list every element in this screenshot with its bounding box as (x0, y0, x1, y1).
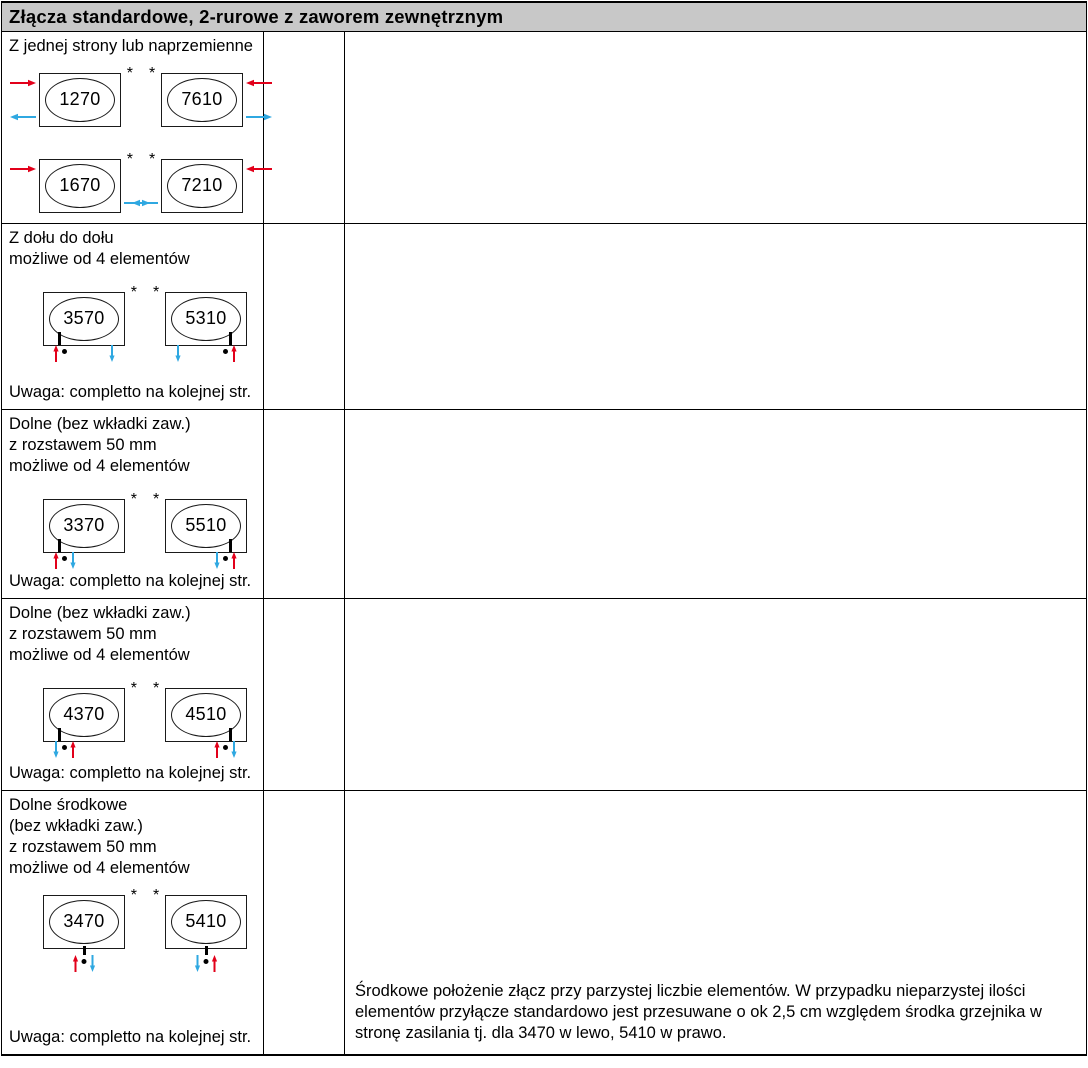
return-arrow-icon (132, 198, 158, 208)
note-text: Uwaga: completto na kolejnej str. (9, 383, 252, 401)
code-box (153, 490, 247, 553)
code-boxes (43, 886, 259, 949)
code-value: 4370 (49, 693, 119, 737)
row-description-cell (2, 791, 264, 1054)
junction-dot-icon (62, 556, 67, 561)
table-row (2, 224, 1086, 410)
pipe-stub (205, 946, 208, 955)
supply-up-arrow-icon (229, 345, 239, 362)
asterisk-marker: * (126, 150, 133, 168)
radiator-diagram (345, 793, 1085, 979)
return-arrow-icon (246, 112, 272, 122)
row-title-line: Dolne (bez wkładki zaw.) (9, 604, 191, 622)
row-title-line: możliwe od 4 elementów (9, 249, 190, 268)
connection-arrows (223, 345, 239, 362)
code-box (43, 886, 137, 949)
pipe-stub (229, 332, 232, 345)
radiator-diagram (345, 34, 1085, 220)
connections-table (1, 1, 1087, 1056)
junction-dot-icon (223, 556, 228, 561)
supply-arrow-icon (246, 78, 272, 88)
return-down-arrow-icon (68, 552, 78, 569)
table-row (2, 599, 1086, 791)
junction-dot-icon (223, 349, 228, 354)
asterisk-marker: * (153, 490, 160, 508)
asterisk-marker: * (153, 283, 160, 301)
row-title-line: (bez wkładki zaw.) (9, 816, 143, 835)
connection-arrows (173, 345, 183, 362)
code-value: 7610 (167, 78, 237, 122)
connection-arrows (107, 345, 117, 362)
row-title-line: możliwe od 4 elementów (9, 858, 190, 877)
supply-up-arrow-icon (68, 741, 78, 758)
row-title-line: z rozstawem 50 mm (9, 837, 157, 856)
code-value: 1270 (45, 78, 115, 122)
supply-up-arrow-icon (229, 552, 239, 569)
pipe-stub (83, 946, 86, 955)
code-value: 7210 (167, 164, 237, 208)
supply-up-arrow-icon (210, 955, 220, 972)
note-text: Uwaga: completto na kolejnej str. (9, 572, 252, 590)
row-title-line: możliwe od 4 elementów (9, 645, 190, 664)
asterisk-marker: * (130, 679, 137, 697)
asterisk-marker: * (126, 64, 133, 82)
junction-dot-icon (62, 349, 67, 354)
return-arrow-icon (10, 112, 36, 122)
supply-arrow-icon (10, 164, 36, 174)
radiator-diagram (345, 226, 1085, 412)
return-down-arrow-icon (107, 345, 117, 362)
asterisk-marker: * (153, 886, 160, 904)
code-boxes (39, 64, 259, 213)
asterisk-marker: * (153, 679, 160, 697)
junction-dot-icon (223, 745, 228, 750)
table-row (2, 410, 1086, 599)
code-value: 5310 (171, 297, 241, 341)
row-description-cell (2, 224, 264, 409)
supply-arrow-icon (246, 164, 272, 174)
code-box (153, 679, 247, 742)
asterisk-marker: * (149, 64, 156, 82)
code-box (149, 64, 243, 127)
return-down-arrow-icon (229, 741, 239, 758)
code-value: 3470 (49, 900, 119, 944)
code-box (39, 64, 133, 127)
return-down-arrow-icon (193, 955, 203, 972)
connection-arrows (212, 741, 239, 758)
radiator-diagram (345, 601, 1085, 787)
code-value: 5410 (171, 900, 241, 944)
code-box (39, 150, 133, 213)
row-title (9, 795, 259, 879)
connection-arrows (193, 955, 220, 972)
code-value: 3570 (49, 297, 119, 341)
diagram-cell (345, 791, 1086, 1054)
junction-dot-icon (62, 745, 67, 750)
row-title-line: z rozstawem 50 mm (9, 435, 157, 454)
row-title-line: Dolne środkowe (9, 796, 128, 814)
asterisk-marker: * (130, 490, 137, 508)
code-box (43, 679, 137, 742)
asterisk-marker: * (130, 886, 137, 904)
row-title (9, 414, 259, 477)
connection-arrows (51, 741, 78, 758)
code-value: 4510 (171, 693, 241, 737)
code-box (149, 150, 243, 213)
row-title-line: Z jednej strony lub naprzemienne (9, 37, 253, 55)
connection-arrows (71, 955, 98, 972)
code-boxes (43, 679, 259, 742)
pipe-stub (229, 728, 232, 741)
section-header (2, 3, 1086, 32)
return-down-arrow-icon (173, 345, 183, 362)
asterisk-marker: * (149, 150, 156, 168)
supply-up-arrow-icon (51, 345, 61, 362)
table-row (2, 32, 1086, 224)
pipe-stub (58, 332, 61, 345)
code-value: 1670 (45, 164, 115, 208)
code-box (153, 283, 247, 346)
pipe-stub (229, 539, 232, 552)
junction-dot-icon (82, 959, 87, 964)
connection-arrows (51, 345, 67, 362)
pipe-stub (58, 728, 61, 741)
row-title (9, 36, 259, 57)
code-box (43, 283, 137, 346)
row-description-cell (2, 32, 264, 223)
code-value: 3370 (49, 504, 119, 548)
row-title (9, 228, 259, 270)
return-down-arrow-icon (88, 955, 98, 972)
empty-cell (264, 791, 345, 1054)
row-description-cell (2, 599, 264, 790)
supply-up-arrow-icon (51, 552, 61, 569)
code-value: 5510 (171, 504, 241, 548)
return-down-arrow-icon (212, 552, 222, 569)
row-title-line: Dolne (bez wkładki zaw.) (9, 415, 191, 433)
junction-dot-icon (204, 959, 209, 964)
center-position-note: Środkowe położenie złącz przy parzystej liczbie elementów. W przypadku nieparzystej ilości elementów przyłącze standardowo jest przesuwane o ok 2,5 cm względem środka grzejnika w stronę zasilania tj. dla 3470 w lewo, 5410 w prawo. (355, 982, 1042, 1043)
pipe-stub (58, 539, 61, 552)
connection-arrows (51, 552, 78, 569)
note-text: Uwaga: completto na kolejnej str. (9, 1028, 252, 1046)
row-title (9, 603, 259, 666)
diagram-cell (345, 224, 1086, 409)
supply-up-arrow-icon (71, 955, 81, 972)
empty-cell (264, 224, 345, 409)
empty-cell (264, 32, 345, 223)
empty-cell (264, 410, 345, 598)
supply-up-arrow-icon (212, 741, 222, 758)
diagram-cell (345, 599, 1086, 790)
empty-cell (264, 599, 345, 790)
row-title-line: z rozstawem 50 mm (9, 624, 157, 643)
row-title-line: Z dołu do dołu (9, 229, 114, 247)
row-title-line: możliwe od 4 elementów (9, 456, 190, 475)
code-boxes (43, 490, 259, 553)
code-box (43, 490, 137, 553)
section-title: Złącza standardowe, 2-rurowe z zaworem zewnętrznym (9, 6, 504, 27)
row-description-cell (2, 410, 264, 598)
note-text: Uwaga: completto na kolejnej str. (9, 764, 252, 782)
table-row (2, 791, 1086, 1055)
code-box (153, 886, 247, 949)
asterisk-marker: * (130, 283, 137, 301)
radiator-diagram (345, 412, 1085, 598)
supply-arrow-icon (10, 78, 36, 88)
code-boxes (43, 283, 259, 346)
connection-arrows (212, 552, 239, 569)
return-down-arrow-icon (51, 741, 61, 758)
diagram-cell (345, 410, 1086, 598)
diagram-cell (345, 32, 1086, 223)
